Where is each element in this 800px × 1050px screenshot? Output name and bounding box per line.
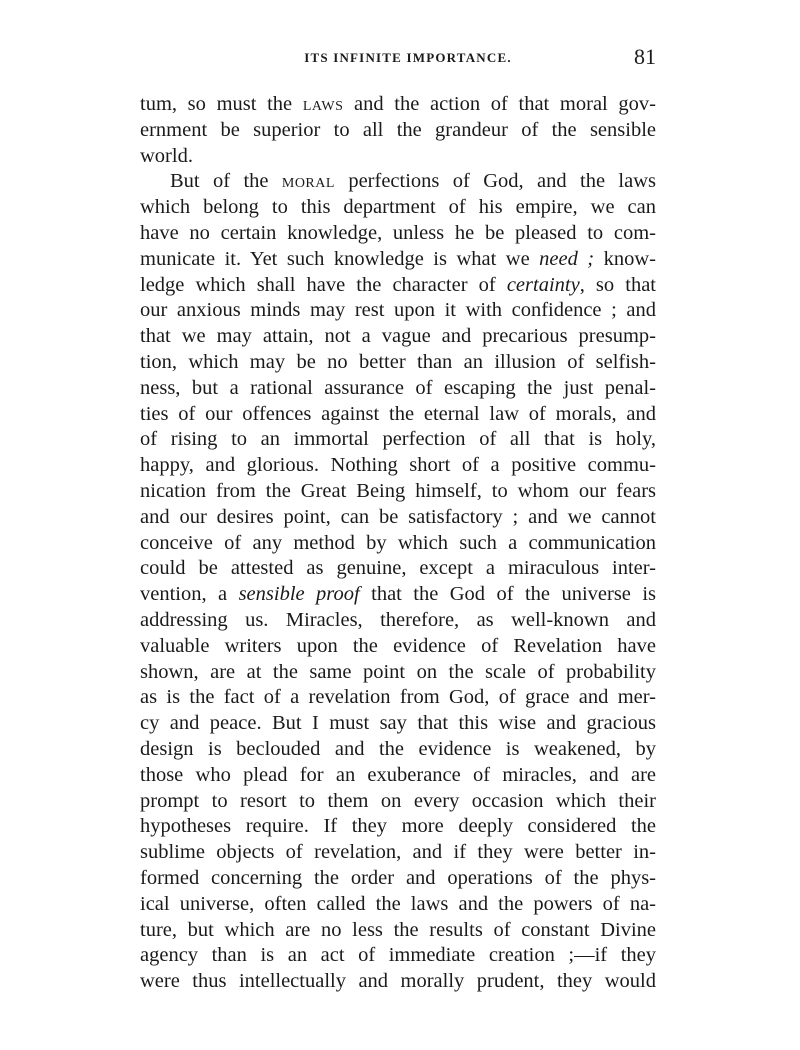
text-segment: world. bbox=[140, 144, 193, 167]
paragraph bbox=[140, 92, 656, 169]
text-line bbox=[140, 479, 656, 505]
text-line bbox=[140, 969, 656, 995]
text-segment: ernment be superior to all the grandeur of the sensible bbox=[140, 118, 656, 141]
text-segment: our anxious minds may rest upon it with confidence ; and bbox=[140, 299, 656, 322]
text-segment: those who plead for an exuberance of miracles, and are bbox=[140, 763, 656, 786]
text-line bbox=[140, 376, 656, 402]
text-line bbox=[140, 737, 656, 763]
text-line bbox=[140, 892, 656, 918]
text-segment: could be attested as genuine, except a miraculous inter- bbox=[140, 557, 656, 580]
text-line bbox=[140, 763, 656, 789]
text-line bbox=[140, 169, 656, 195]
text-line bbox=[140, 324, 656, 350]
text-segment: valuable writers upon the evidence of Revelation have bbox=[140, 634, 656, 657]
page-number: 81 bbox=[634, 44, 656, 69]
text-line bbox=[140, 634, 656, 660]
text-segment: sublime objects of revelation, and if they were better in- bbox=[140, 841, 656, 864]
text-line bbox=[140, 608, 656, 634]
text-line bbox=[140, 582, 656, 608]
text-segment: shown, are at the same point on the scale of probability bbox=[140, 660, 656, 683]
small-caps-text: moral bbox=[281, 170, 335, 193]
italic-text: need ; bbox=[539, 247, 595, 270]
text-line bbox=[140, 298, 656, 324]
text-segment: municate it. Yet such knowledge is what we bbox=[140, 247, 540, 270]
text-segment: nication from the Great Being himself, to whom our fears bbox=[140, 479, 656, 502]
text-segment: were thus intellectually and morally prudent, they would bbox=[140, 970, 656, 993]
text-line bbox=[140, 943, 656, 969]
italic-text: certainty bbox=[506, 273, 580, 296]
text-line bbox=[140, 144, 656, 170]
text-line bbox=[140, 273, 656, 299]
text-line bbox=[140, 840, 656, 866]
text-segment: vention, a bbox=[140, 583, 239, 606]
text-segment: of rising to an immortal perfection of all that is holy, bbox=[140, 428, 656, 451]
text-line bbox=[140, 711, 656, 737]
text-line bbox=[140, 92, 656, 118]
paragraph bbox=[140, 169, 656, 995]
text-segment: which belong to this department of his empire, we can bbox=[140, 196, 656, 219]
text-segment: prompt to resort to them on every occasion which their bbox=[140, 789, 656, 812]
text-segment: perfections of God, and the laws bbox=[334, 170, 656, 193]
text-line bbox=[140, 195, 656, 221]
text-segment: have no certain knowledge, unless he be pleased to com- bbox=[140, 221, 656, 244]
text-segment: tion, which may be no better than an illusion of selfish- bbox=[140, 350, 656, 373]
text-segment: But of the bbox=[170, 170, 282, 193]
text-line bbox=[140, 402, 656, 428]
text-segment: happy, and glorious. Nothing short of a positive commu- bbox=[140, 454, 656, 477]
text-segment: and the action of that moral gov- bbox=[343, 93, 656, 115]
book-page bbox=[140, 44, 656, 995]
text-segment: ties of our offences against the eternal law of morals, and bbox=[140, 402, 656, 425]
text-segment: know- bbox=[594, 247, 656, 270]
text-segment: conceive of any method by which such a communication bbox=[140, 531, 656, 554]
text-line bbox=[140, 918, 656, 944]
text-line bbox=[140, 505, 656, 531]
text-segment: cy and peace. But I must say that this wise and gracious bbox=[140, 712, 656, 735]
text-line bbox=[140, 118, 656, 144]
text-segment: as is the fact of a revelation from God, of grace and mer- bbox=[140, 686, 656, 709]
text-segment: design is beclouded and the evidence is weakened, by bbox=[140, 737, 656, 760]
text-segment: ness, but a rational assurance of escaping the just penal- bbox=[140, 376, 656, 399]
text-segment: agency than is an act of immediate creation ;—if they bbox=[140, 944, 656, 967]
text-line bbox=[140, 247, 656, 273]
text-segment: that we may attain, not a vague and precarious presump- bbox=[140, 325, 656, 348]
text-line bbox=[140, 685, 656, 711]
text-segment: ical universe, often called the laws and the powers of na- bbox=[140, 892, 656, 915]
text-line bbox=[140, 556, 656, 582]
text-line bbox=[140, 814, 656, 840]
text-line bbox=[140, 866, 656, 892]
text-segment: hypotheses require. If they more deeply considered the bbox=[140, 815, 656, 838]
text-segment: ture, but which are no less the results of constant Divine bbox=[140, 918, 656, 941]
text-segment: that the God of the universe is bbox=[359, 583, 656, 606]
small-caps-text: laws bbox=[302, 93, 344, 115]
text-line bbox=[140, 789, 656, 815]
text-segment: , so that bbox=[579, 273, 656, 296]
text-line bbox=[140, 350, 656, 376]
italic-text: sensible proof bbox=[238, 583, 360, 606]
text-line bbox=[140, 453, 656, 479]
running-title: ITS INFINITE IMPORTANCE. bbox=[304, 50, 512, 65]
text-line bbox=[140, 531, 656, 557]
running-head bbox=[140, 44, 656, 74]
text-line bbox=[140, 427, 656, 453]
text-line bbox=[140, 221, 656, 247]
text-segment: addressing us. Miracles, therefore, as well-known and bbox=[140, 608, 656, 631]
text-segment: tum, so must the bbox=[140, 93, 303, 115]
text-segment: formed concerning the order and operations of the phys- bbox=[140, 866, 656, 889]
text-segment: ledge which shall have the character of bbox=[140, 273, 507, 296]
body-text bbox=[140, 92, 656, 995]
text-line bbox=[140, 660, 656, 686]
text-segment: and our desires point, can be satisfactory ; and we cannot bbox=[140, 505, 656, 528]
